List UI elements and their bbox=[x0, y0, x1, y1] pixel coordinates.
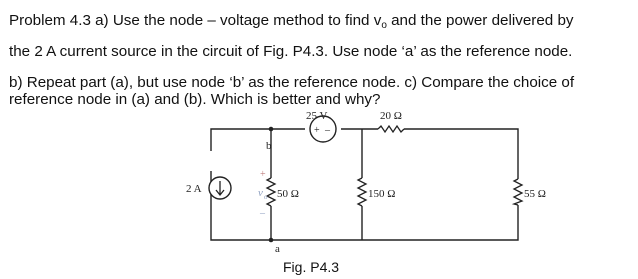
problem-line-1-start: Problem 4.3 a) Use the node – voltage method to find v bbox=[9, 12, 382, 29]
node-b-dot bbox=[269, 127, 274, 132]
resistor-50-label: 50 Ω bbox=[277, 188, 299, 200]
vo-label: v bbox=[258, 187, 263, 199]
vo-sub: o bbox=[264, 193, 268, 201]
voltage-source-label: 25 V bbox=[306, 110, 328, 122]
problem-line-1-end: and the power delivered by bbox=[386, 12, 574, 29]
resistor-150-label: 150 Ω bbox=[368, 188, 396, 200]
top-wire-left bbox=[211, 129, 305, 151]
vo-minus: – bbox=[260, 208, 265, 219]
resistor-150-zigzag bbox=[358, 178, 366, 206]
problem-line-4: reference node in (a) and (b). Which is better and why? bbox=[9, 91, 381, 108]
node-a-dot bbox=[269, 238, 274, 243]
vo-subscript: o bbox=[381, 20, 387, 31]
node-b-label: b bbox=[266, 140, 272, 152]
voltage-minus: – bbox=[325, 125, 330, 136]
resistor-50-zigzag bbox=[267, 178, 275, 206]
resistor-55-zigzag bbox=[514, 179, 522, 205]
top-wire-right bbox=[404, 129, 518, 179]
problem-line-3: b) Repeat part (a), but use node ‘b’ as the reference node. c) Compare the choice of bbox=[9, 74, 575, 91]
node-a-label: a bbox=[275, 243, 280, 255]
voltage-plus: + bbox=[314, 125, 320, 136]
current-source bbox=[209, 177, 231, 199]
figure-caption: Fig. P4.3 bbox=[283, 259, 340, 275]
problem-line-2: the 2 A current source in the circuit of Fig. P4.3. Use node ‘a’ as the reference node. bbox=[9, 43, 573, 60]
current-source-label: 2 A bbox=[186, 183, 202, 195]
resistor-55-label: 55 Ω bbox=[524, 188, 546, 200]
resistor-20-label: 20 Ω bbox=[380, 110, 402, 122]
resistor-20-zigzag bbox=[378, 126, 404, 132]
bottom-wire bbox=[211, 171, 518, 240]
vo-plus: + bbox=[260, 169, 266, 180]
